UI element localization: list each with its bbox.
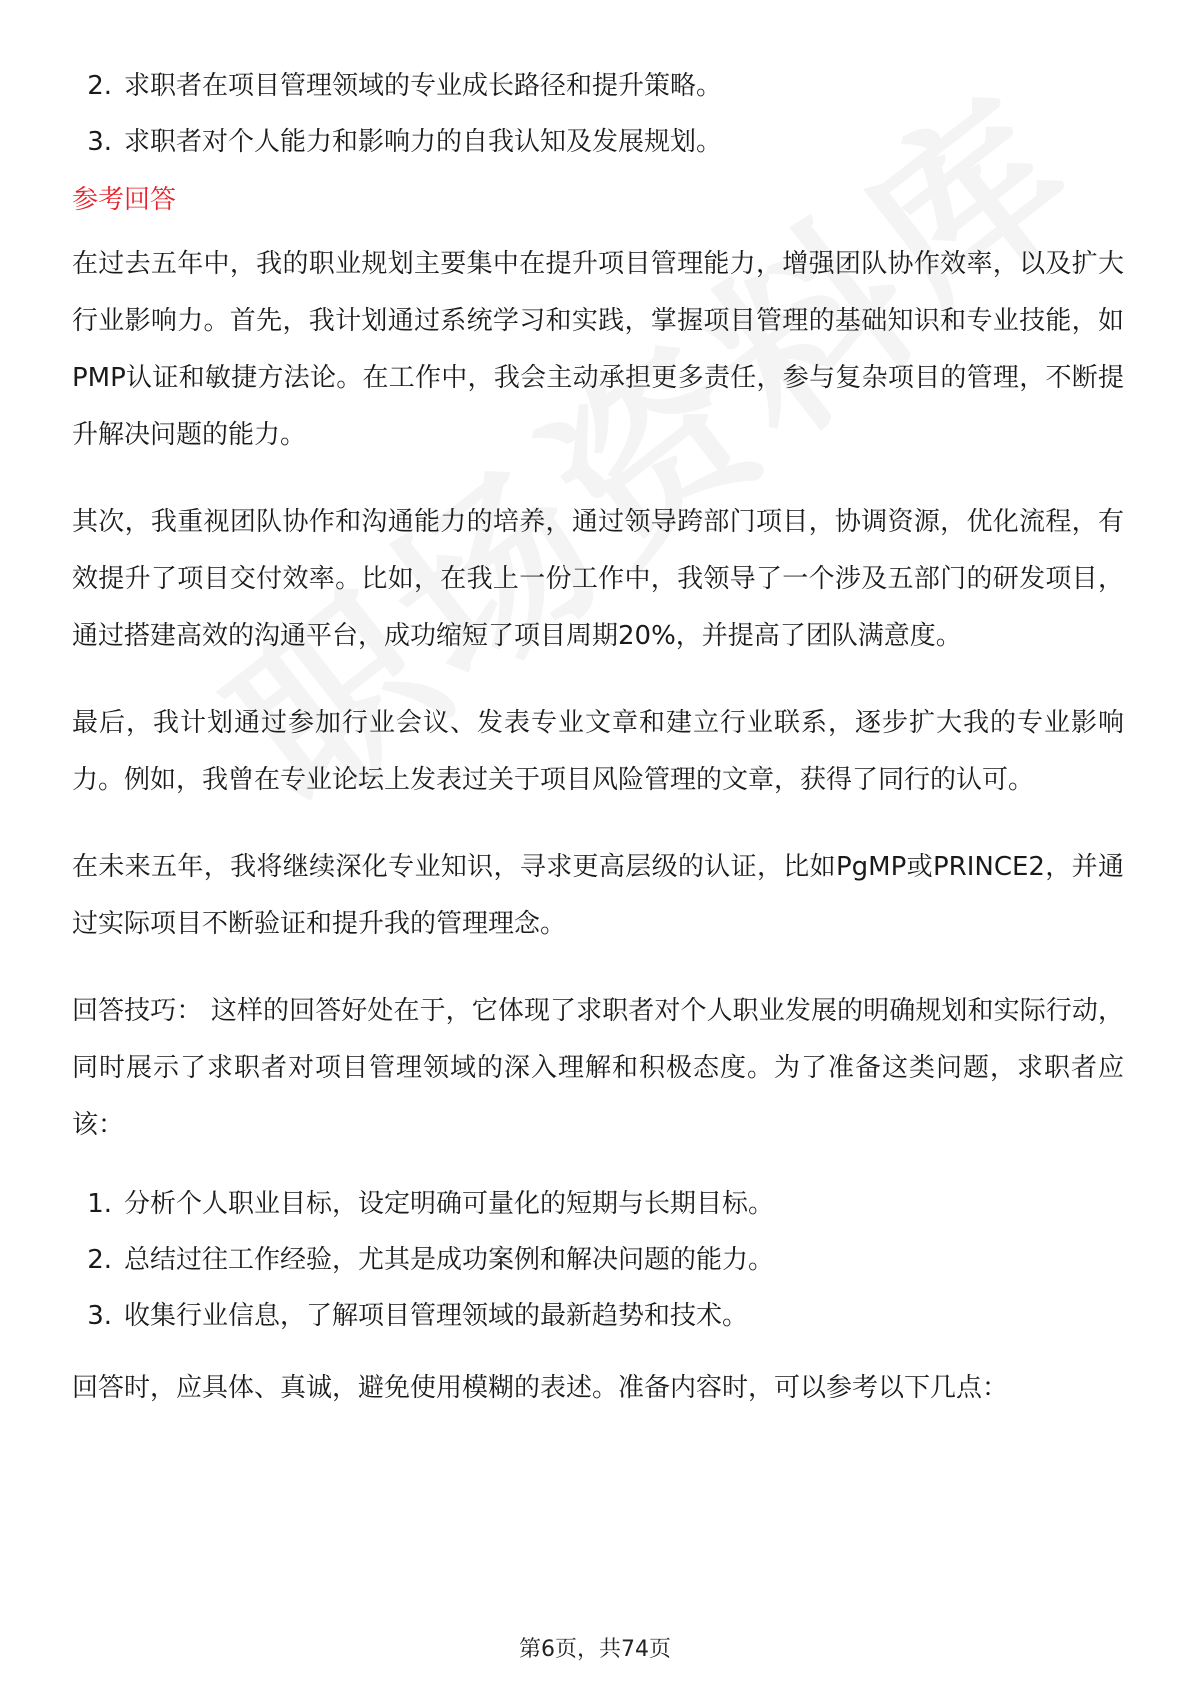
page-number: 第6页，共74页 (519, 1637, 671, 1662)
list-text: 分析个人职业目标，设定明确可量化的短期与长期目标。 (124, 1189, 775, 1219)
list-item (72, 114, 1124, 170)
closing-paragraph: 回答时，应具体、真诚，避免使用模糊的表述。准备内容时，可以参考以下几点： (72, 1373, 1009, 1403)
document-body (72, 58, 1124, 1447)
list-item (72, 1176, 1124, 1232)
answer-heading: 参考回答 (72, 185, 177, 215)
list-number: 1. (87, 1189, 112, 1219)
paragraph: 最后，我计划通过参加行业会议、发表专业文章和建立行业联系，逐步扩大我的专业影响力。例如，我曾在专业论坛上发表过关于项目风险管理的文章，获得了同行的认可。 (72, 708, 1124, 795)
paragraph: 其次，我重视团队协作和沟通能力的培养，通过领导跨部门项目，协调资源，优化流程，有效提升了项目交付效率。比如，在我上一份工作中，我领导了一个涉及五部门的研发项目，通过搭建高效的沟通平台，成功缩短了项目周期20%，并提高了团队满意度。 (72, 507, 1124, 651)
list-text: 求职者在项目管理领域的专业成长路径和提升策略。 (124, 71, 723, 101)
paragraph: 回答技巧： 这样的回答好处在于，它体现了求职者对个人职业发展的明确规划和实际行动，同时展示了求职者对项目管理领域的深入理解和积极态度。为了准备这类问题，求职者应该： (72, 996, 1124, 1140)
tips-list (72, 1176, 1124, 1344)
list-item (72, 1288, 1124, 1344)
list-item (72, 58, 1124, 114)
list-text: 求职者对个人能力和影响力的自我认知及发展规划。 (124, 127, 723, 157)
list-text: 总结过往工作经验，尤其是成功案例和解决问题的能力。 (124, 1245, 775, 1275)
paragraph: 在过去五年中，我的职业规划主要集中在提升项目管理能力，增强团队协作效率，以及扩大行业影响力。首先，我计划通过系统学习和实践，掌握项目管理的基础知识和专业技能，如PMP认证和敏捷方法论。在工作中，我会主动承担更多责任，参与复杂项目的管理，不断提升解决问题的能力。 (72, 249, 1124, 450)
list-number: 2. (87, 1245, 112, 1275)
list-number: 3. (87, 1301, 112, 1331)
top-list (72, 58, 1124, 170)
list-text: 收集行业信息，了解项目管理领域的最新趋势和技术。 (124, 1301, 749, 1331)
list-number: 2. (87, 71, 112, 101)
list-number: 3. (87, 127, 112, 157)
list-item (72, 1232, 1124, 1288)
paragraph: 在未来五年，我将继续深化专业知识，寻求更高层级的认证，比如PgMP或PRINCE2，并通过实际项目不断验证和提升我的管理理念。 (72, 852, 1124, 939)
